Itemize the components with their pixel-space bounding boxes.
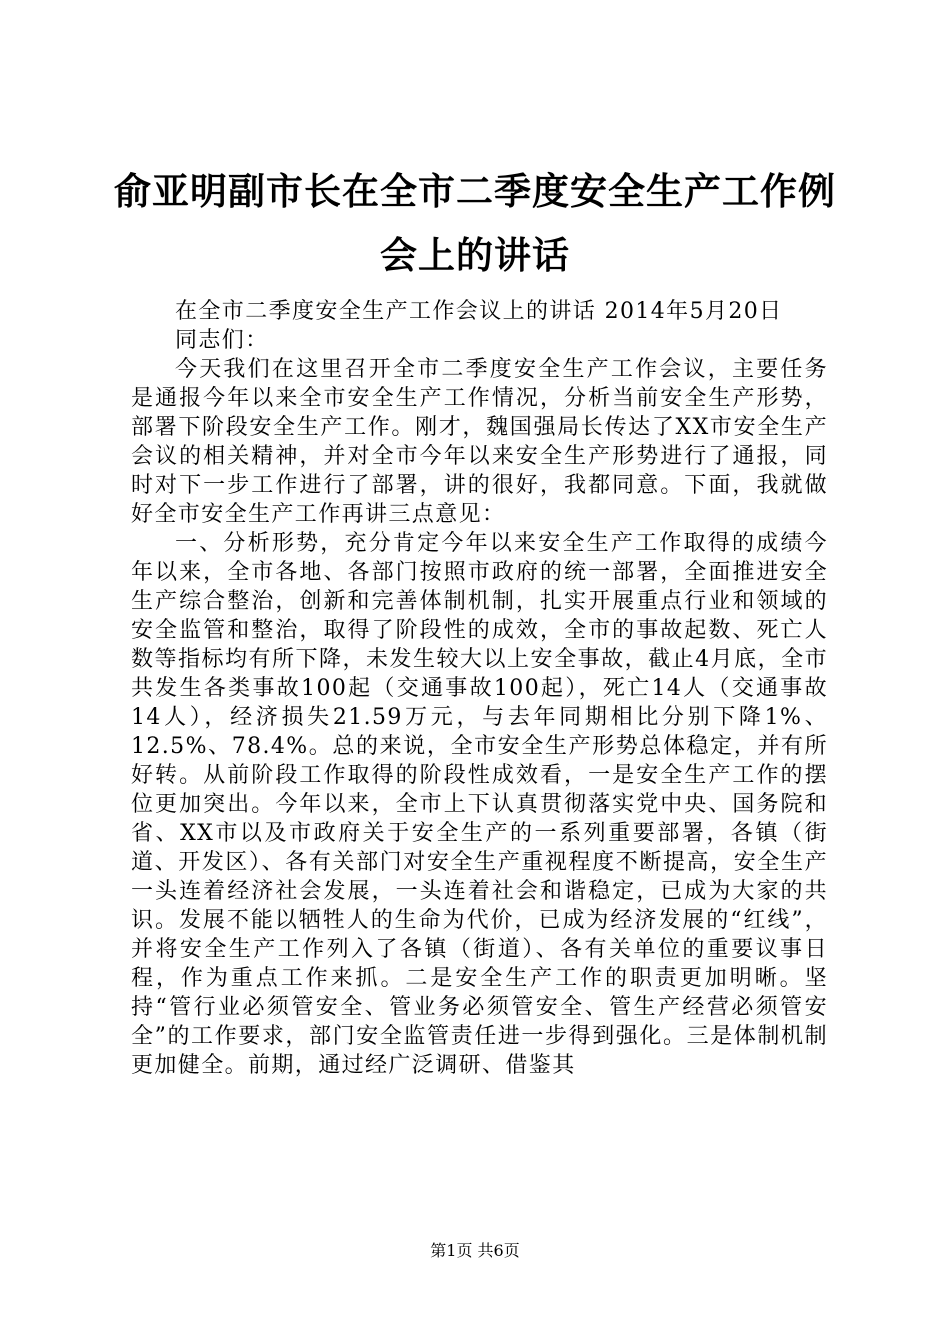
body-paragraph: 今天我们在这里召开全市二季度安全生产工作会议，主要任务是通报今年以来全市安全生产工作情况，分析当前安全生产形势，部署下阶段安全生产工作。刚才，魏国强局长传达了XX市安全生产会议的相关精神，并对全市今年以来安全生产形势进行了通报，同时对下一步工作进行了部署，讲的很好，我都同意。下面，我就做好全市安全生产工作再讲三点意见： [131, 357, 828, 527]
date-line: 在全市二季度安全生产工作会议上的讲话 2014年5月20日 [175, 299, 783, 324]
document-body [131, 297, 828, 1080]
page-footer: 第1页 共6页 [430, 1241, 520, 1260]
document-title: 俞亚明副市长在全市二季度安全生产工作例会上的讲话 [114, 170, 836, 277]
salutation: 同志们： [175, 328, 269, 353]
body-paragraph: 一、分析形势，充分肯定今年以来安全生产工作取得的成绩今年以来，全市各地、各部门按照市政府的统一部署，全面推进安全生产综合整治，创新和完善体制机制，扎实开展重点行业和领域的安全监管和整治，取得了阶段性的成效，全市的事故起数、死亡人数等指标均有所下降，未发生较大以上安全事故，截止4月底，全市共发生各类事故100起（交通事故100起），死亡14人（交通事故14人），经济损失21.59万元，与去年同期相比分别下降1%、12.5%、78.4%。总的来说，全市安全生产形势总体稳定，并有所好转。从前阶段工作取得的阶段性成效看，一是安全生产工作的摆位更加突出。今年以来，全市上下认真贯彻落实党中央、国务院和省、XX市以及市政府关于安全生产的一系列重要部署，各镇（街道、开发区）、各有关部门对安全生产重视程度不断提高，安全生产一头连着经济社会发展，一头连着社会和谐稳定，已成为大家的共识。发展不能以牺牲人的生命为代价，已成为经济发展的“红线”，并将安全生产工作列入了各镇（街道）、各有关单位的重要议事日程，作为重点工作来抓。二是安全生产工作的职责更加明晰。坚持“管行业必须管安全、管业务必须管安全、管生产经营必须管安全”的工作要求，部门安全监管责任进一步得到强化。三是体制机制更加健全。前期，通过经广泛调研、借鉴其 [131, 531, 828, 1078]
